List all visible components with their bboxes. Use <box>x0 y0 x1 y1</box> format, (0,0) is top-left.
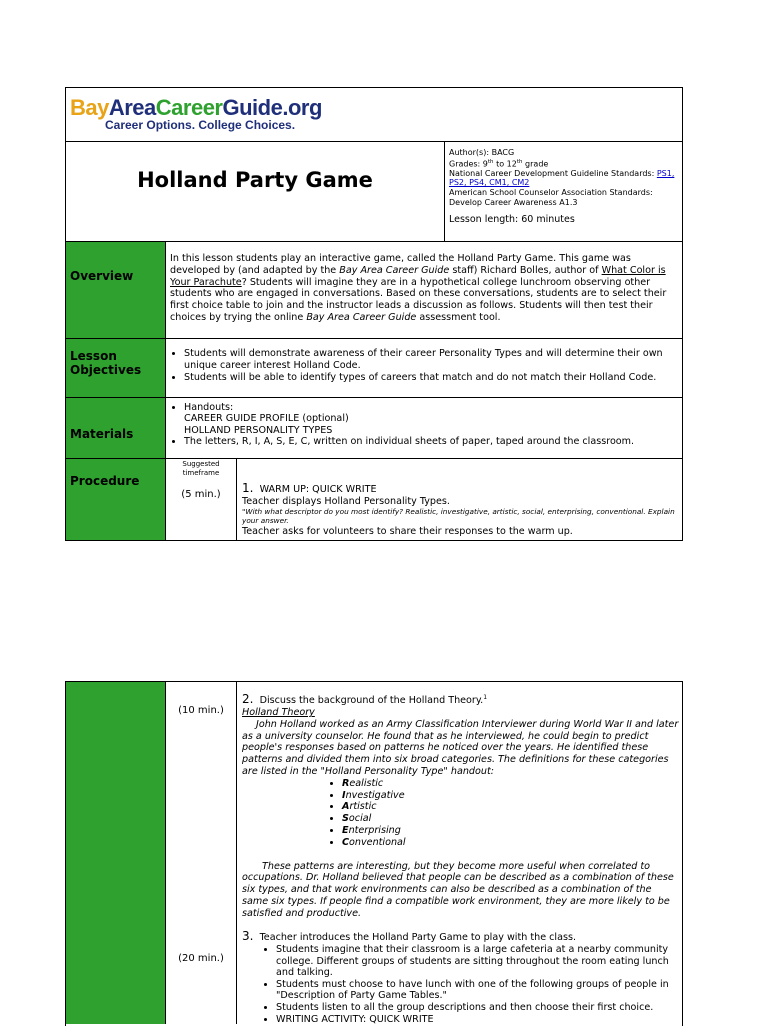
objectives-label: Lesson Objectives <box>70 349 142 377</box>
holland-type: • Investigative <box>342 790 680 802</box>
list-item: • Students listen to all the group descriptions and then choose their first choice. <box>276 1002 680 1014</box>
theory-paragraph: John Holland worked as an Army Classification Interviewer during World War II and later as a university counselor. He found that as he interviewed, he could begin to predict people's responses based on patterns he noticed over the years. He identified these patterns and divided them into six broad categories. The definitions for these categories are listed in the "Holland Personality Type" handout: <box>242 718 679 777</box>
divider <box>65 397 683 398</box>
suggested-timeframe: Suggested timeframe <box>182 460 220 477</box>
standards-link[interactable]: PS1, <box>656 168 675 178</box>
step-3: 3. Teacher introduces the Holland Party Game to play with the class. • Students imagine that their classroom is a large cafeteria at a nearby community college. Different groups of students are sitting throughout the room eating lunch and talking. • Students must choose to have lunch with one of the following groups of people in "Description of Party Game Tables." • Students listen to all the group descriptions and then choose their first choice. • WRITING ACTIVITY: QUICK WRITE <box>242 930 680 1025</box>
objectives-list <box>170 348 678 383</box>
materials-label: Materials <box>70 427 134 441</box>
list-item: • Students must choose to have lunch with one of the following groups of people in "Description of Party Game Tables." <box>276 979 680 1002</box>
divider <box>65 338 683 339</box>
logo-wordmark: BayAreaCareerGuide.org <box>70 95 322 120</box>
time-estimate: (20 min.) <box>178 953 224 964</box>
prompt-question: "With what descriptor do you most identify? Realistic, investigative, artistic, social, enterprising, conventional. Explain your answer. <box>242 507 675 526</box>
divider <box>165 681 166 1024</box>
divider <box>444 141 445 241</box>
divider <box>236 458 237 541</box>
objective-item: • Students will be able to identify types of careers that match and do not match their Holland Code. <box>184 372 678 384</box>
list-item: • Students imagine that their classroom is a large cafeteria at a nearby community college. Different groups of students are sitting throughout the room eating lunch and talking. <box>276 944 680 979</box>
standards-link[interactable]: PS2, PS4, CM1, CM2 <box>449 178 530 188</box>
book-link[interactable]: What Color is Your Parachute <box>170 264 666 288</box>
materials-list <box>170 402 678 448</box>
time-estimate: (5 min.) <box>181 489 221 500</box>
authors: Author(s): BACG <box>449 148 515 157</box>
divider <box>65 141 683 142</box>
time-estimate: (10 min.) <box>178 705 224 716</box>
grades: Grades: 9th to 12th grade <box>449 158 549 169</box>
step-title: WARM UP: QUICK WRITE <box>259 484 377 495</box>
holland-types-list <box>242 778 680 849</box>
ncdg-standards: National Career Development Guideline Standards: PS1, <box>449 168 675 178</box>
step-title: Teacher introduces the Holland Party Game to play with the class. <box>259 932 577 943</box>
material-item: • Handouts: CAREER GUIDE PROFILE (optional) HOLLAND PERSONALITY TYPES <box>184 402 678 436</box>
theory-heading: Holland Theory <box>242 707 315 719</box>
holland-type: • Artistic <box>342 801 680 813</box>
label-column <box>66 242 165 540</box>
page-title: Holland Party Game <box>137 168 373 192</box>
divider <box>236 681 237 1024</box>
holland-type: • Social <box>342 813 680 825</box>
divider <box>65 458 683 459</box>
objective-item: • Students will demonstrate awareness of their career Personality Types and will determine their own unique career interest Holland Code. <box>184 348 678 372</box>
list-item: • WRITING ACTIVITY: QUICK WRITE <box>276 1014 680 1026</box>
step-2: 2. Discuss the background of the Holland Theory.$^1$ Holland Theory John Holland worked as an Army Classification Interviewer during World War II and later as a university counselor. He found that as he interviewed, he could begin to predict people's responses based on patterns he noticed over the years. He identified these patterns and divided them into six broad categories. The definitions for these categories are listed in the "Holland Personality Type" handout: • Realistic • Investigative • Artistic • Social • Enterprising • Conventional These patterns are interesting, but they become more useful when correlated to occupations. Dr. Holland believed that people can be described as a combination of these six types, and that work environments can also be described as a combination of the same six types. If people find a compatible work environment, they are more likely to be satisfied and productive. <box>242 691 680 920</box>
logo <box>70 96 370 136</box>
material-item: • The letters, R, I, A, S, E, C, written on individual sheets of paper, taped around the classroom. <box>184 436 678 447</box>
overview-label: Overview <box>70 269 134 283</box>
logo-tagline: Career Options. College Choices. <box>105 118 296 132</box>
lesson-length: Lesson length: 60 minutes <box>449 214 575 226</box>
procedure-label: Procedure <box>70 474 140 488</box>
holland-type: • Conventional <box>342 837 680 849</box>
label-column <box>66 682 165 1024</box>
step3-list <box>242 944 680 1025</box>
overview-text: In this lesson students play an interactive game, called the Holland Party Game. This game was developed by (and adapted by the Bay Area Career Guide staff) Richard Bolles, author of What Color is Your Parachute? Students will imagine they are in a hypothetical college lunchroom observing other students who are engaged in conversations. Based on these conversations, students are to select their first choice table to join and the instructor leads a discussion as follows. Students will then test their choices by trying the online Bay Area Career Guide assessment tool. <box>170 253 667 323</box>
step-title: Discuss the background of the Holland Theory. <box>259 695 484 707</box>
lesson-meta: Author(s): BACG Grades: 9th to 12th grade National Career Development Guideline Standards: PS1, PS2, PS4, CM1, CM2 American School Counselor Association Standards: Develop Career Awareness A1.3 Lesson length: 60 minutes <box>449 148 681 225</box>
asca-standards: American School Counselor Association Standards: <box>449 188 653 198</box>
holland-type: • Enterprising <box>342 825 680 837</box>
step-1: 1. WARM UP: QUICK WRITE Teacher displays Holland Personality Types. "With what descriptor do you most identify? Realistic, investigative, artistic, social, enterprising, conventional. Explain your answer. Teacher asks for volunteers to share their responses to the warm up. <box>242 482 680 537</box>
holland-type: • Realistic <box>342 778 680 790</box>
theory-paragraph: These patterns are interesting, but they become more useful when correlated to occupations. Dr. Holland believed that people can be described as a combination of these six types, and that work environments can also be described as a combination of the same six types. If people find a compatible work environment, they are more likely to be satisfied and productive. <box>242 860 674 919</box>
